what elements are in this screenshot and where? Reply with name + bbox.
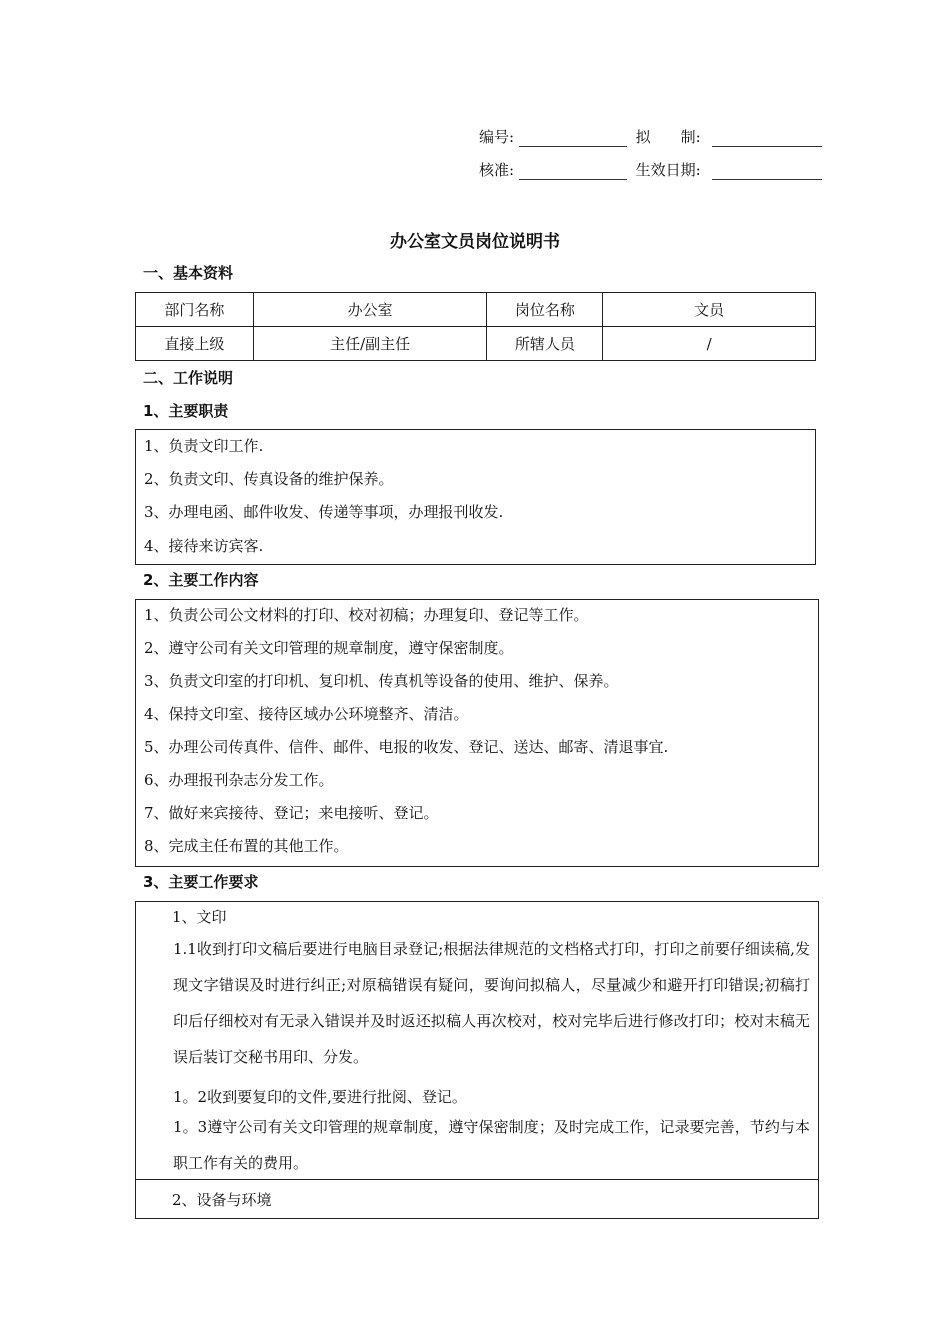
list-item: 1、负责公司公文材料的打印、校对初稿；办理复印、登记等工作。 xyxy=(144,606,589,624)
table-cell: 岗位名称 xyxy=(487,293,603,327)
equipment-box xyxy=(135,1179,819,1219)
list-item: 7、做好来宾接待、登记；来电接听、登记。 xyxy=(144,804,439,822)
approve-label: 核准: xyxy=(478,161,514,179)
requirement-paragraph: 1。3遵守公司有关文印管理的规章制度，遵守保密制度；及时完成工作，记录要完善，节约与本职工作有关的费用。 xyxy=(173,1118,810,1172)
section-work-desc-heading: 二、工作说明 xyxy=(143,369,234,387)
table-cell: 直接上级 xyxy=(136,327,254,361)
duties-box xyxy=(135,429,816,565)
list-item: 4、接待来访宾客. xyxy=(144,537,264,555)
requirement-paragraph: 1。2收到要复印的文件,要进行批阅、登记。 xyxy=(173,1088,467,1106)
table-row xyxy=(136,293,816,327)
table-row xyxy=(136,327,816,361)
list-item: 3、负责文印室的打印机、复印机、传真机等设备的使用、维护、保养。 xyxy=(144,672,619,690)
list-item: 4、保持文印室、接待区域办公环境整齐、清洁。 xyxy=(144,705,469,723)
table-cell: 主任/副主任 xyxy=(253,327,487,361)
code-field[interactable] xyxy=(519,130,627,147)
duties-heading: 1、主要职责 xyxy=(143,402,229,420)
work-content-heading: 2、主要工作内容 xyxy=(143,571,259,589)
requirement-paragraph: 1.1收到打印文稿后要进行电脑目录登记;根据法律规范的文档格式打印，打印之前要仔细读稿,发现文字错误及时进行纠正;对原稿错误有疑问，要询问拟稿人，尽量减少和避开打印错误;初稿打印后仔细校对有无录入错误并及时返还拟稿人再次校对，校对完毕后进行修改打印；校对末稿无误后装订交秘书用印、分发。 xyxy=(173,940,810,1066)
subheading-printing: 1、文印 xyxy=(172,908,227,926)
approve-field[interactable] xyxy=(519,163,627,180)
list-item: 3、办理电函、邮件收发、传递等事项，办理报刊收发. xyxy=(144,503,504,521)
table-cell: 所辖人员 xyxy=(487,327,603,361)
subheading-equipment: 2、设备与环境 xyxy=(172,1191,272,1209)
section-basic-info-heading: 一、基本资料 xyxy=(143,264,234,282)
list-item: 8、完成主任布置的其他工作。 xyxy=(144,837,349,855)
table-cell: 文员 xyxy=(603,293,816,327)
meta-row-approve xyxy=(462,159,812,181)
table-cell: / xyxy=(603,327,816,361)
document-title: 办公室文员岗位说明书 xyxy=(390,232,560,252)
draft-label: 拟 制: xyxy=(635,128,701,146)
list-item: 2、遵守公司有关文印管理的规章制度，遵守保密制度。 xyxy=(144,639,514,657)
list-item: 6、办理报刊杂志分发工作。 xyxy=(144,771,334,789)
work-requirements-heading: 3、主要工作要求 xyxy=(143,873,259,891)
work-content-box xyxy=(135,599,819,867)
meta-row-code xyxy=(462,126,812,148)
table-cell: 办公室 xyxy=(253,293,487,327)
table-cell: 部门名称 xyxy=(136,293,254,327)
list-item: 2、负责文印、传真设备的维护保养。 xyxy=(144,470,394,488)
code-label: 编号: xyxy=(478,128,514,146)
list-item: 1、负责文印工作. xyxy=(144,437,264,455)
list-item: 5、办理公司传真件、信件、邮件、电报的收发、登记、送达、邮寄、清退事宜. xyxy=(144,738,669,756)
basic-info-table xyxy=(135,292,816,361)
draft-field[interactable] xyxy=(712,130,822,147)
work-requirements-box xyxy=(135,901,819,1180)
effective-date-label: 生效日期: xyxy=(635,161,701,179)
effective-date-field[interactable] xyxy=(712,163,822,180)
